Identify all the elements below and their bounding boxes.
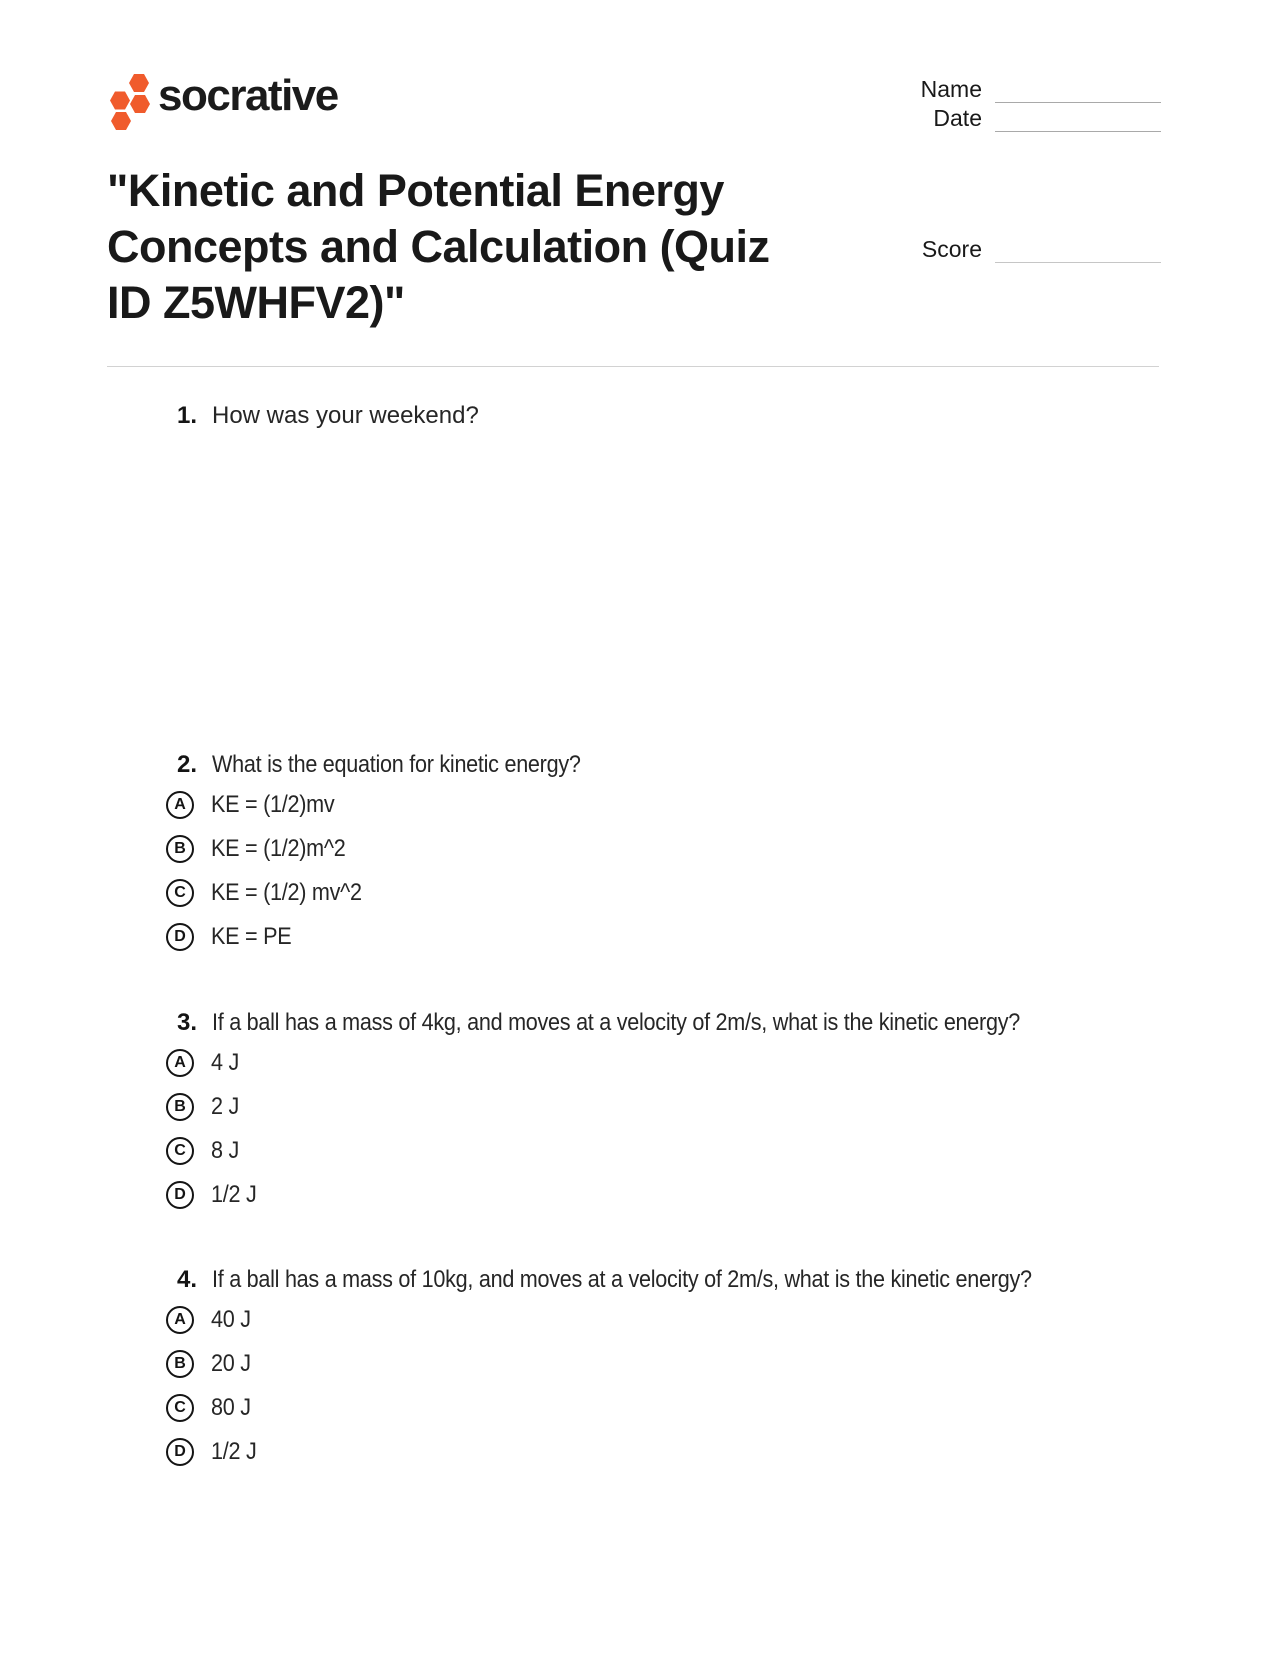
socrative-logo xyxy=(100,64,338,134)
score-label: Score xyxy=(921,236,982,262)
date-label: Date xyxy=(933,105,982,131)
option-text: 4 J xyxy=(211,1049,240,1076)
option-text: 80 J xyxy=(211,1394,251,1421)
option-letter: B xyxy=(174,840,186,857)
option-text: KE = PE xyxy=(211,923,292,950)
option-letter: B xyxy=(174,1355,186,1372)
question-3-options xyxy=(140,1041,1170,1217)
question-4-options xyxy=(140,1298,1170,1474)
option-letter: D xyxy=(174,1186,186,1203)
option-bubble-a xyxy=(166,1049,194,1077)
option-letter: D xyxy=(174,928,186,945)
answer-option-a xyxy=(166,783,1170,827)
quiz-title-line-3: ID Z5WHFV2)" xyxy=(107,277,405,328)
option-text: 1/2 J xyxy=(211,1438,257,1465)
option-text: KE = (1/2)mv xyxy=(211,791,335,818)
option-letter: B xyxy=(174,1098,186,1115)
option-text: 1/2 J xyxy=(211,1181,257,1208)
option-text: 20 J xyxy=(211,1350,251,1377)
question-3-number: 3. xyxy=(176,1009,197,1036)
option-bubble-c xyxy=(166,1137,194,1165)
question-2-options xyxy=(140,783,1170,959)
answer-option-d xyxy=(166,1173,1170,1217)
question-2-text: What is the equation for kinetic energy? xyxy=(212,751,581,778)
option-text: KE = (1/2)m^2 xyxy=(211,835,346,862)
option-bubble-a xyxy=(166,791,194,819)
question-3 xyxy=(140,1009,1170,1217)
question-4 xyxy=(140,1266,1170,1474)
option-bubble-b xyxy=(166,835,194,863)
option-letter: C xyxy=(174,884,186,901)
option-bubble-b xyxy=(166,1350,194,1378)
question-3-text: If a ball has a mass of 4kg, and moves at a velocity of 2m/s, what is the kinetic energy? xyxy=(212,1009,1020,1036)
option-letter: D xyxy=(174,1443,186,1460)
answer-option-d xyxy=(166,915,1170,959)
option-bubble-a xyxy=(166,1306,194,1334)
answer-option-c xyxy=(166,1386,1170,1430)
option-bubble-c xyxy=(166,1394,194,1422)
question-1 xyxy=(140,402,1170,432)
answer-option-b xyxy=(166,1342,1170,1386)
hexagon-bottom-left xyxy=(111,112,131,130)
option-text: 2 J xyxy=(211,1093,240,1120)
header-divider xyxy=(107,366,1159,367)
score-field-row xyxy=(860,236,1161,263)
question-4-number: 4. xyxy=(176,1266,197,1293)
option-bubble-c xyxy=(166,879,194,907)
name-label: Name xyxy=(920,76,982,102)
question-4-text: If a ball has a mass of 10kg, and moves at a velocity of 2m/s, what is the kinetic energy? xyxy=(212,1266,1032,1293)
question-1-text: How was your weekend? xyxy=(212,402,479,429)
name-field-row xyxy=(860,76,1161,103)
hexagon-top xyxy=(129,74,149,92)
answer-option-c xyxy=(166,1129,1170,1173)
option-bubble-d xyxy=(166,1181,194,1209)
socrative-hexagons-icon xyxy=(100,64,160,134)
option-bubble-d xyxy=(166,923,194,951)
option-letter: A xyxy=(174,1311,186,1328)
answer-option-d xyxy=(166,1430,1170,1474)
answer-option-b xyxy=(166,827,1170,871)
option-text: KE = (1/2) mv^2 xyxy=(211,879,362,906)
option-text: 8 J xyxy=(211,1137,240,1164)
score-blank-line xyxy=(995,239,1161,263)
option-letter: A xyxy=(174,796,186,813)
option-letter: A xyxy=(174,1054,186,1071)
answer-option-c xyxy=(166,871,1170,915)
name-blank-line xyxy=(995,79,1161,103)
option-letter: C xyxy=(174,1142,186,1159)
question-2-number: 2. xyxy=(176,751,197,778)
answer-option-a xyxy=(166,1041,1170,1085)
option-letter: C xyxy=(174,1399,186,1416)
socrative-wordmark: socrative xyxy=(158,71,338,120)
date-field-row xyxy=(860,105,1161,132)
option-bubble-d xyxy=(166,1438,194,1466)
question-2 xyxy=(140,751,1170,959)
hexagon-mid-right xyxy=(130,95,150,113)
quiz-title xyxy=(107,163,867,331)
option-bubble-b xyxy=(166,1093,194,1121)
date-blank-line xyxy=(995,108,1161,132)
answer-option-a xyxy=(166,1298,1170,1342)
question-1-number: 1. xyxy=(176,402,197,429)
hexagon-mid-left xyxy=(110,92,130,110)
option-text: 40 J xyxy=(211,1306,251,1333)
answer-option-b xyxy=(166,1085,1170,1129)
quiz-title-line-1: "Kinetic and Potential Energy xyxy=(107,165,724,216)
quiz-title-line-2: Concepts and Calculation (Quiz xyxy=(107,221,770,272)
